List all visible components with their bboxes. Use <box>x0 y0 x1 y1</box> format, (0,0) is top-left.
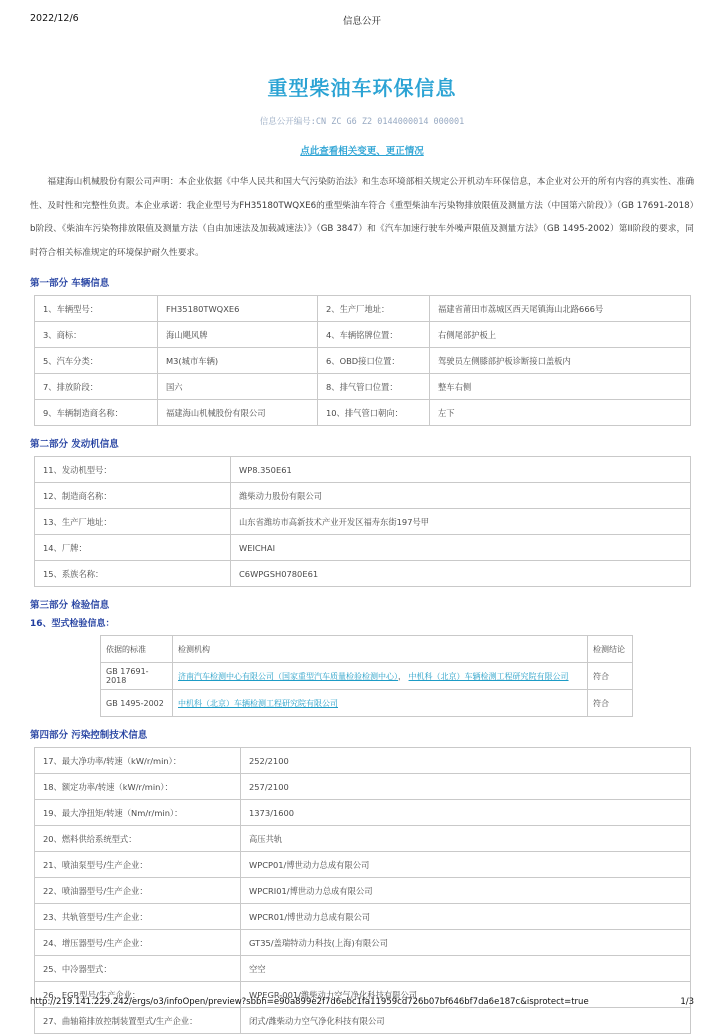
table-row <box>35 852 691 878</box>
table-row <box>35 774 691 800</box>
agency-column-header: 检测机构 <box>173 636 588 663</box>
inspection-table <box>100 635 633 717</box>
agency-link[interactable]: 中机科（北京）车辆检测工程研究院有限公司 <box>408 671 569 681</box>
row-value: 整车右侧 <box>430 374 691 400</box>
table-row <box>35 509 691 535</box>
agency-link[interactable]: 中机科（北京）车辆检测工程研究院有限公司 <box>178 698 338 708</box>
row-value: 闭式/潍柴动力空气净化科技有限公司 <box>241 1008 691 1034</box>
row-value: 福建省莆田市荔城区西天尾镇海山北路666号 <box>430 296 691 322</box>
inspection-row <box>101 663 633 690</box>
row-label: 13、生产厂地址： <box>35 509 231 535</box>
table-row <box>35 400 691 426</box>
table-row <box>35 1008 691 1034</box>
row-label: 15、系族名称： <box>35 561 231 587</box>
row-label: 12、制造商名称： <box>35 483 231 509</box>
row-label: 21、喷油泵型号/生产企业： <box>35 852 241 878</box>
declaration-paragraph: 福建海山机械股份有限公司声明：本企业依据《中华人民共和国大气污染防治法》和生态环境部相关规定公开机动车环保信息，本企业对公开的所有内容的真实性、准确性、及时性和完整性负责。本企业承诺：我企业型号为FH35180TWQXE6的重型柴油车符合《重型柴油车污染物排放限值及测量方法（中国第六阶段）》（GB 17691-2018）b阶段、《柴油车污染物排放限值及测量方法（自由加速法及加载减速法）》（GB 3847）和《汽车加速行驶车外噪声限值及测量方法》（GB 1495-2002）第II阶段的要求，同时符合相关标准规定的环境保护耐久性要求。 <box>30 177 694 258</box>
row-label: 8、排气管口位置： <box>318 374 430 400</box>
row-value: 左下 <box>430 400 691 426</box>
table-row <box>35 374 691 400</box>
row-value: WEICHAI <box>231 535 691 561</box>
row-value: 驾驶员左侧膝部护板诊断接口盖板内 <box>430 348 691 374</box>
table-row <box>35 457 691 483</box>
row-label: 9、车辆制造商名称： <box>35 400 158 426</box>
row-label: 7、排放阶段： <box>35 374 158 400</box>
table-row <box>35 561 691 587</box>
row-label: 25、中冷器型式： <box>35 956 241 982</box>
change-link-row <box>30 139 694 158</box>
table-row <box>35 296 691 322</box>
print-page-title: 信息公开 <box>342 16 381 27</box>
change-record-link[interactable]: 点此查看相关变更、更正情况 <box>300 146 424 157</box>
row-value: 高压共轨 <box>241 826 691 852</box>
result-cell: 符合 <box>588 690 633 717</box>
row-label: 6、OBD接口位置： <box>318 348 430 374</box>
row-value: GT35/盖瑞特动力科技(上海)有限公司 <box>241 930 691 956</box>
row-value: 山东省潍坊市高新技术产业开发区福寿东街197号甲 <box>231 509 691 535</box>
print-date: 2022/12/6 <box>30 13 79 24</box>
table-row <box>35 483 691 509</box>
row-value: 福建海山机械股份有限公司 <box>158 400 318 426</box>
inspection-header-row <box>101 636 633 663</box>
row-label: 11、发动机型号： <box>35 457 231 483</box>
section3-heading: 第三部分 检验信息 <box>30 600 110 611</box>
engine-info-table <box>34 456 691 587</box>
table-row <box>35 930 691 956</box>
vehicle-info-table <box>34 295 691 426</box>
row-value: 空空 <box>241 956 691 982</box>
row-value: C6WPGSH0780E61 <box>231 561 691 587</box>
agency-separator: ， <box>398 671 409 681</box>
row-value: WPCR01/博世动力总成有限公司 <box>241 904 691 930</box>
row-label: 19、最大净扭矩/转速（Nm/r/min）： <box>35 800 241 826</box>
result-cell: 符合 <box>588 663 633 690</box>
row-value: WP8.350E61 <box>231 457 691 483</box>
table-row <box>35 878 691 904</box>
row-value: M3(城市车辆) <box>158 348 318 374</box>
table-row <box>35 826 691 852</box>
row-value: WPCP01/博世动力总成有限公司 <box>241 852 691 878</box>
agency-cell <box>173 663 588 690</box>
table-row <box>35 748 691 774</box>
result-column-header: 检测结论 <box>588 636 633 663</box>
row-value: 1373/1600 <box>241 800 691 826</box>
page-title: 重型柴油车环保信息 <box>267 76 457 100</box>
row-label: 22、喷油器型号/生产企业： <box>35 878 241 904</box>
row-label: 20、燃料供给系统型式： <box>35 826 241 852</box>
table-row <box>35 904 691 930</box>
row-value: 257/2100 <box>241 774 691 800</box>
disclosure-number: 信息公开编号:CN ZC G6 Z2 0144000014 000001 <box>259 117 465 127</box>
row-value: 潍柴动力股份有限公司 <box>231 483 691 509</box>
row-value: 海山飓风牌 <box>158 322 318 348</box>
row-label: 4、车辆铭牌位置： <box>318 322 430 348</box>
inspection-row <box>101 690 633 717</box>
section4-heading: 第四部分 污染控制技术信息 <box>30 730 148 741</box>
row-label: 2、生产厂地址： <box>318 296 430 322</box>
row-label: 18、额定功率/转速（kW/r/min）： <box>35 774 241 800</box>
row-value: WPEGR-001/潍柴动力空气净化科技有限公司 <box>241 982 691 1008</box>
row-value: FH35180TWQXE6 <box>158 296 318 322</box>
section2-heading: 第二部分 发动机信息 <box>30 439 119 450</box>
table-row <box>35 535 691 561</box>
row-value: WPCRI01/博世动力总成有限公司 <box>241 878 691 904</box>
row-label: 1、车辆型号： <box>35 296 158 322</box>
page-number: 1/3 <box>680 997 694 1007</box>
table-row <box>35 800 691 826</box>
type-inspection-label: 16、型式检验信息： <box>30 619 115 629</box>
row-label: 5、汽车分类： <box>35 348 158 374</box>
standard-column-header: 依据的标准 <box>101 636 173 663</box>
row-label: 24、增压器型号/生产企业： <box>35 930 241 956</box>
print-footer <box>30 997 694 1007</box>
section1-heading: 第一部分 车辆信息 <box>30 278 110 289</box>
row-label: 17、最大净功率/转速（kW/r/min）： <box>35 748 241 774</box>
agency-link[interactable]: 济南汽车检测中心有限公司（国家重型汽车质量检验检测中心） <box>178 671 398 681</box>
row-value: 右侧尾部护板上 <box>430 322 691 348</box>
row-value: 252/2100 <box>241 748 691 774</box>
table-row <box>35 322 691 348</box>
row-label: 27、曲轴箱排放控制装置型式/生产企业： <box>35 1008 241 1034</box>
agency-cell <box>173 690 588 717</box>
footer-url: http://219.141.229.242/ergs/o3/infoOpen/preview?sbbh=e90a899e2f7d6ebc1fa11959cd726b07bf646bf7da6e187c&isprotect=true <box>30 997 589 1007</box>
row-label: 14、厂牌： <box>35 535 231 561</box>
standard-cell: GB 17691-2018 <box>101 663 173 690</box>
row-label: 3、商标： <box>35 322 158 348</box>
row-label: 23、共轨管型号/生产企业： <box>35 904 241 930</box>
table-row <box>35 956 691 982</box>
row-label: 10、排气管口朝向： <box>318 400 430 426</box>
row-value: 国六 <box>158 374 318 400</box>
standard-cell: GB 1495-2002 <box>101 690 173 717</box>
row-label: 26、EGR型号/生产企业： <box>35 982 241 1008</box>
table-row <box>35 348 691 374</box>
pollution-control-table <box>34 747 691 1034</box>
